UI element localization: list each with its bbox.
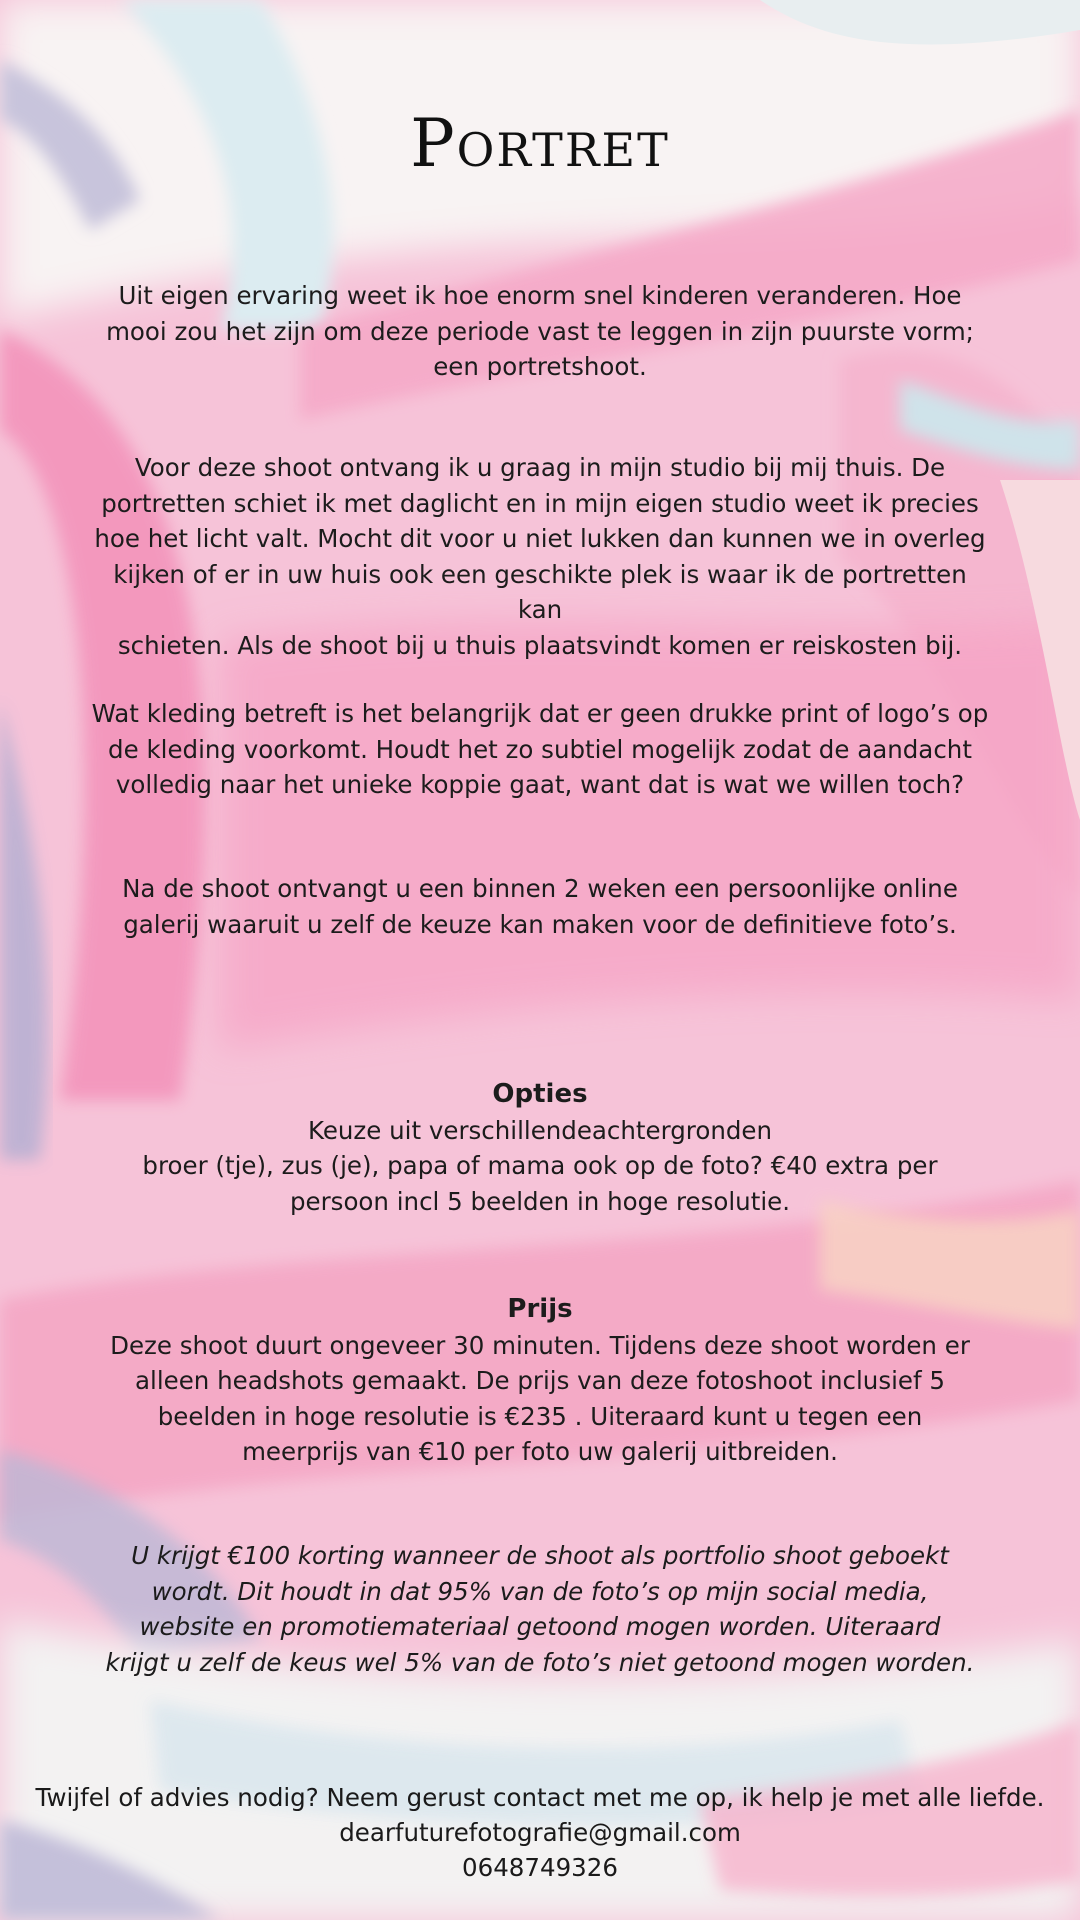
- text-line: galerij waaruit u zelf de keuze kan maken voor de definitieve foto’s.: [123, 909, 957, 939]
- contact-email-link[interactable]: dearfuturefotografie@gmail.com: [339, 1818, 741, 1847]
- price-section: [90, 1292, 990, 1470]
- text-line: hoe het licht valt. Mocht dit voor u niet lukken dan kunnen we in overleg: [94, 524, 986, 553]
- options-heading: Opties: [492, 1079, 588, 1109]
- gallery-paragraph: [90, 871, 990, 942]
- price-heading: Prijs: [507, 1294, 573, 1324]
- text-line: alleen headshots gemaakt. De prijs van deze fotoshoot inclusief 5: [135, 1366, 945, 1395]
- text-line: beelden in hoge resolutie is €235 . Uiteraard kunt u tegen een: [157, 1401, 923, 1431]
- clothing-paragraph: [90, 696, 990, 803]
- discount-section: [90, 1538, 990, 1680]
- text-line: portretten schiet ik met daglicht en in mijn eigen studio weet ik precies: [101, 488, 979, 518]
- text-line: kijken of er in uw huis ook een geschikte plek is waar ik de portretten kan: [113, 559, 967, 624]
- studio-paragraph: [90, 450, 990, 663]
- text-line: persoon incl 5 beelden in hoge resolutie.: [289, 1186, 790, 1216]
- text-line: Deze shoot duurt ongeveer 30 minuten. Tijdens deze shoot worden er: [110, 1330, 970, 1360]
- options-section: [90, 1077, 990, 1219]
- text-line: website en promotiemateriaal getoond mogen worden. Uiteraard: [139, 1612, 941, 1641]
- text-line: de kleding voorkomt. Houdt het zo subtiel mogelijk zodat de aandacht: [108, 734, 972, 764]
- text-line: krijgt u zelf de keus wel 5% van de foto’s niet getoond mogen worden.: [105, 1647, 975, 1677]
- text-line: wordt. Dit houdt in dat 95% van de foto’s op mijn social media,: [151, 1576, 929, 1606]
- text-line: Wat kleding betreft is het belangrijk dat er geen drukke print of logo’s op: [91, 699, 989, 728]
- text-line: Keuze uit verschillendeachtergronden: [307, 1115, 773, 1145]
- contact-phone-link[interactable]: 0648749326: [462, 1853, 618, 1882]
- text-line: Na de shoot ontvangt u een binnen 2 weken een persoonlijke online: [122, 874, 958, 903]
- text-line: schieten. Als de shoot bij u thuis plaatsvindt komen er reiskosten bij.: [117, 630, 963, 660]
- text-line: Voor deze shoot ontvang ik u graag in mijn studio bij mij thuis. De: [134, 453, 946, 482]
- text-line: broer (tje), zus (je), papa of mama ook op de foto? €40 extra per: [142, 1151, 938, 1180]
- text-line: meerprijs van €10 per foto uw galerij uitbreiden.: [242, 1437, 838, 1466]
- intro-paragraph: [90, 278, 990, 385]
- text-line: Uit eigen ervaring weet ik hoe enorm snel kinderen veranderen. Hoe: [118, 281, 962, 310]
- page-title: Portret: [410, 105, 670, 182]
- text-line: een portretshoot.: [433, 352, 647, 381]
- contact-section: [20, 1780, 1060, 1885]
- contact-message: Twijfel of advies nodig? Neem gerust contact met me op, ik help je met alle liefde.: [35, 1783, 1045, 1812]
- text-line: volledig naar het unieke koppie gaat, want dat is wat we willen toch?: [115, 770, 965, 799]
- text-line: U krijgt €100 korting wanneer de shoot als portfolio shoot geboekt: [131, 1541, 949, 1570]
- text-line: mooi zou het zijn om deze periode vast te leggen in zijn puurste vorm;: [106, 316, 974, 346]
